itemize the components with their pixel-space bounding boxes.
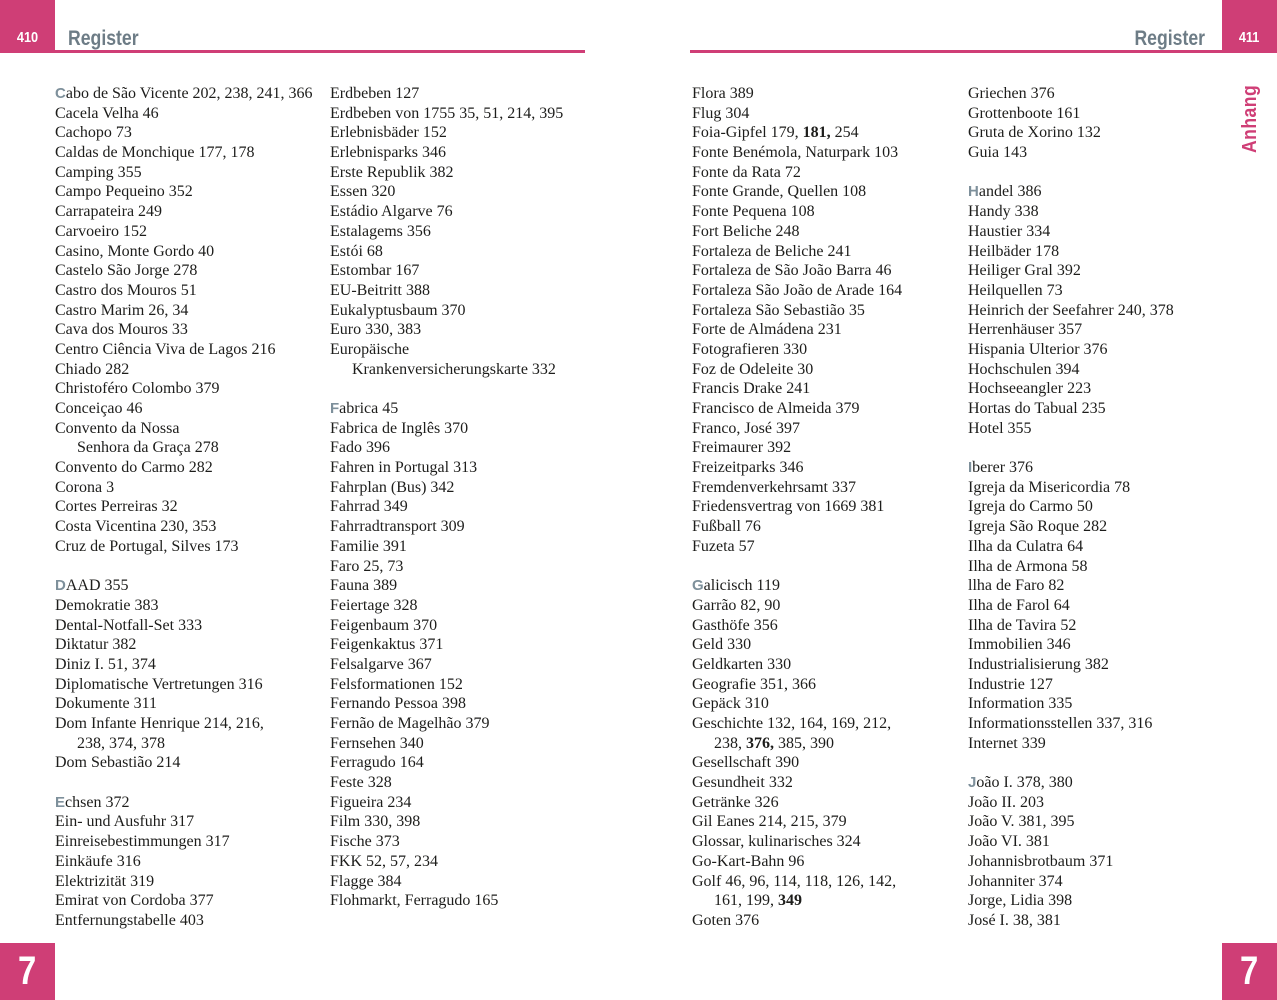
index-entry: Familie 391 — [330, 537, 407, 555]
index-entry: João I. 378, 380 — [968, 774, 1073, 792]
index-entry: Galicisch 119 — [692, 577, 780, 595]
index-column-1 — [55, 84, 311, 931]
index-entry: Ein- und Ausfuhr 317 — [55, 813, 195, 831]
index-entry: Gepäck 310 — [692, 695, 769, 713]
index-entry: Fonte Benémola, Naturpark 103 — [692, 144, 899, 162]
index-entry: Fado 396 — [330, 439, 390, 457]
index-entry: José I. 38, 381 — [968, 911, 1061, 929]
index-entry: Friedensvertrag von 1669 381 — [692, 498, 885, 516]
index-entry: Chiado 282 — [55, 360, 130, 378]
index-gap — [968, 438, 1218, 458]
index-entry: Francisco de Almeida 379 — [692, 400, 860, 417]
index-entry: Fortaleza São Sebastião 35 — [692, 301, 865, 319]
index-gap — [968, 753, 1218, 773]
header-rule-left — [0, 50, 585, 53]
page-number-left: 410 — [16, 29, 39, 46]
index-entry: João V. 381, 395 — [968, 813, 1075, 831]
index-entry: Castelo São Jorge 278 — [55, 262, 198, 280]
index-entry: Campo Pequeino 352 — [55, 183, 193, 201]
index-entry: Haustier 334 — [968, 222, 1051, 240]
index-entry: Heilquellen 73 — [968, 281, 1063, 299]
index-entry: Handy 338 — [968, 203, 1039, 221]
index-entry: Gesundheit 332 — [692, 774, 793, 792]
index-entry: Castro dos Mouros 51 — [55, 281, 197, 299]
index-entry: Flug 304 — [692, 104, 750, 122]
index-entry: Ilha de Farol 64 — [968, 596, 1070, 614]
index-entry: Fabrica 45 — [330, 400, 399, 417]
index-gap — [330, 379, 592, 399]
index-entry: Faro 25, 73 — [330, 557, 404, 575]
index-entry: Feigenbaum 370 — [330, 616, 438, 634]
index-gap — [55, 557, 311, 577]
index-entry: Internet 339 — [968, 734, 1046, 752]
index-column-4 — [968, 84, 1218, 931]
section-lead-letter: E — [55, 793, 66, 811]
index-entry: Ferragudo 164 — [330, 754, 424, 772]
index-entry: Industrialisierung 382 — [968, 655, 1109, 673]
section-tab-anhang: Anhang — [1239, 84, 1261, 153]
index-entry: Franco, José 397 — [692, 419, 800, 437]
index-entry: Handel 386 — [968, 183, 1042, 201]
index-entry: Igreja da Misericordia 78 — [968, 478, 1131, 496]
index-column-2 — [330, 84, 592, 911]
index-entry: Einkäufe 316 — [55, 852, 141, 870]
index-entry: Geschichte 132, 164, 169, 212, — [692, 715, 892, 732]
index-entry: Elektrizität 319 — [55, 872, 155, 890]
index-entry: Estói 68 — [330, 242, 383, 260]
index-entry: Griechen 376 — [968, 85, 1055, 102]
page-number-box-right — [1222, 0, 1277, 53]
index-entry: Ilha de Armona 58 — [968, 557, 1088, 575]
index-entry: Francis Drake 241 — [692, 380, 811, 398]
index-entry: Gruta de Xorino 132 — [968, 124, 1101, 142]
index-entry: Gesellschaft 390 — [692, 754, 800, 772]
index-entry: Informationsstellen 337, 316 — [968, 715, 1153, 732]
index-entry: Johanniter 374 — [968, 872, 1063, 890]
chapter-tab-left — [0, 943, 55, 1000]
index-entry: Cava dos Mouros 33 — [55, 321, 188, 339]
index-entry: Fabrica de Inglês 370 — [330, 419, 469, 437]
index-entry: Getränke 326 — [692, 793, 779, 811]
index-entry: Dom Infante Henrique 214, 216, — [55, 715, 264, 732]
index-entry: Industrie 127 — [968, 675, 1053, 693]
index-entry: Fußball 76 — [692, 518, 761, 536]
index-entry: Glossar, kulinarisches 324 — [692, 833, 861, 851]
index-entry: 238, 374, 378 — [77, 734, 165, 752]
index-entry: Foia-Gipfel 179, 181, 254 — [692, 124, 859, 142]
index-entry: Christoféro Colombo 379 — [55, 380, 220, 398]
index-entry: Emirat von Cordoba 377 — [55, 892, 214, 910]
section-lead-letter: I — [968, 459, 973, 477]
index-entry: Castro Marim 26, 34 — [55, 301, 189, 319]
index-entry: Iberer 376 — [968, 459, 1034, 477]
index-entry: Senhora da Graça 278 — [77, 439, 219, 457]
running-head-left: Register — [68, 27, 139, 50]
index-entry: Erdbeben von 1755 35, 51, 214, 395 — [330, 104, 564, 122]
index-gap — [55, 773, 311, 793]
index-entry: Fuzeta 57 — [692, 537, 755, 555]
index-entry: Flohmarkt, Ferragudo 165 — [330, 892, 499, 910]
index-entry: Caldas de Monchique 177, 178 — [55, 144, 255, 162]
index-entry: Cortes Perreiras 32 — [55, 498, 178, 516]
section-lead-letter: G — [692, 577, 704, 595]
index-entry: Erste Republik 382 — [330, 163, 454, 181]
index-entry: Carrapateira 249 — [55, 203, 163, 221]
index-entry: Heinrich der Seefahrer 240, 378 — [968, 301, 1174, 319]
index-entry: Convento do Carmo 282 — [55, 459, 213, 477]
index-column-3 — [692, 84, 954, 931]
index-entry: Fahrplan (Bus) 342 — [330, 478, 455, 496]
index-entry: Erlebnisparks 346 — [330, 144, 446, 162]
index-entry: Fonte Pequena 108 — [692, 203, 815, 221]
index-entry: Ilha de Tavira 52 — [968, 616, 1077, 634]
index-entry: DAAD 355 — [55, 577, 129, 595]
index-entry: Fonte da Rata 72 — [692, 163, 801, 181]
index-entry: Go-Kart-Bahn 96 — [692, 852, 805, 870]
index-entry: Hochseeangler 223 — [968, 380, 1092, 398]
index-entry: Krankenversicherungskarte 332 — [352, 360, 556, 378]
index-entry: Jorge, Lidia 398 — [968, 892, 1073, 910]
index-entry: EU-Beitritt 388 — [330, 281, 430, 299]
index-entry: Flagge 384 — [330, 872, 402, 890]
index-entry: Hortas do Tabual 235 — [968, 400, 1106, 417]
index-entry: Felsalgarve 367 — [330, 655, 432, 673]
section-lead-letter: F — [330, 400, 340, 417]
index-entry: Essen 320 — [330, 183, 396, 201]
index-entry: Eukalyptusbaum 370 — [330, 301, 466, 319]
index-entry: Fahrradtransport 309 — [330, 518, 465, 536]
index-entry: Feste 328 — [330, 774, 392, 792]
index-entry: Fortaleza de São João Barra 46 — [692, 262, 892, 280]
index-entry: Convento da Nossa — [55, 419, 180, 437]
index-entry: Garrão 82, 90 — [692, 596, 781, 614]
index-entry: Geld 330 — [692, 636, 752, 654]
index-entry: Diniz I. 51, 374 — [55, 655, 156, 673]
chapter-tab-right — [1222, 943, 1277, 1000]
page-number-right: 411 — [1239, 29, 1260, 46]
section-lead-letter: C — [55, 85, 66, 102]
index-entry: Entfernungstabelle 403 — [55, 911, 204, 929]
index-entry: João II. 203 — [968, 793, 1044, 811]
index-entry: Cacela Velha 46 — [55, 104, 159, 122]
index-entry: Information 335 — [968, 695, 1073, 713]
index-entry: Cachopo 73 — [55, 124, 132, 142]
index-entry: Feiertage 328 — [330, 596, 418, 614]
index-entry: Flora 389 — [692, 85, 754, 102]
index-entry: Fernando Pessoa 398 — [330, 695, 466, 713]
index-entry: Grottenboote 161 — [968, 104, 1081, 122]
chapter-number-left: 7 — [18, 949, 37, 993]
index-entry: Hotel 355 — [968, 419, 1032, 437]
index-entry: Ilha da Culatra 64 — [968, 537, 1084, 555]
index-entry: Golf 46, 96, 114, 118, 126, 142, — [692, 872, 897, 890]
index-entry: Fahren in Portugal 313 — [330, 459, 478, 477]
index-entry: Fort Beliche 248 — [692, 222, 800, 240]
page-number-box-left — [0, 0, 55, 53]
index-entry: Hochschulen 394 — [968, 360, 1080, 378]
chapter-number-right: 7 — [1240, 949, 1259, 993]
index-entry: Conceiçao 46 — [55, 400, 143, 417]
index-entry: Estádio Algarve 76 — [330, 203, 453, 221]
index-entry: Echsen 372 — [55, 793, 130, 811]
index-entry: Fahrrad 349 — [330, 498, 408, 516]
index-entry: Europäische — [330, 340, 410, 358]
index-entry: Gil Eanes 214, 215, 379 — [692, 813, 847, 831]
index-entry: Centro Ciência Viva de Lagos 216 — [55, 340, 276, 358]
index-entry: Estombar 167 — [330, 262, 420, 280]
index-entry: Fotografieren 330 — [692, 340, 808, 358]
index-entry: Diplomatische Vertretungen 316 — [55, 675, 263, 693]
index-entry: Felsformationen 152 — [330, 675, 463, 693]
index-entry: FKK 52, 57, 234 — [330, 852, 439, 870]
index-entry: Fische 373 — [330, 833, 400, 851]
index-entry: Corona 3 — [55, 478, 115, 496]
index-entry: Fonte Grande, Quellen 108 — [692, 183, 867, 201]
index-entry: Gasthöfe 356 — [692, 616, 778, 634]
index-entry: Film 330, 398 — [330, 813, 421, 831]
index-entry: Cabo de São Vicente 202, 238, 241, 366 — [55, 85, 313, 102]
index-entry: João VI. 381 — [968, 833, 1050, 851]
index-entry: Igreja São Roque 282 — [968, 518, 1108, 536]
index-entry: Freizeitparks 346 — [692, 459, 804, 477]
index-entry: Guia 143 — [968, 144, 1028, 162]
index-entry: Fernsehen 340 — [330, 734, 424, 752]
running-head-right: Register — [1134, 27, 1205, 50]
index-entry: Hispania Ulterior 376 — [968, 340, 1108, 358]
index-entry: Camping 355 — [55, 163, 142, 181]
index-entry: Freimaurer 392 — [692, 439, 792, 457]
index-entry: Demokratie 383 — [55, 596, 159, 614]
index-entry: Erdbeben 127 — [330, 85, 420, 102]
index-entry: Fortaleza São João de Arade 164 — [692, 281, 903, 299]
index-entry: Carvoeiro 152 — [55, 222, 147, 240]
index-entry: Cruz de Portugal, Silves 173 — [55, 537, 239, 555]
index-entry: Casino, Monte Gordo 40 — [55, 242, 215, 260]
index-entry: Fernão de Magelhão 379 — [330, 715, 490, 732]
index-entry: Dom Sebastião 214 — [55, 754, 181, 772]
index-entry: Estalagems 356 — [330, 222, 431, 240]
index-entry: Forte de Almádena 231 — [692, 321, 842, 339]
index-entry: Fauna 389 — [330, 577, 398, 595]
index-entry: Johannisbrotbaum 371 — [968, 852, 1114, 870]
index-entry: Feigenkaktus 371 — [330, 636, 444, 654]
section-lead-letter: H — [968, 183, 979, 201]
index-entry: Foz de Odeleite 30 — [692, 360, 814, 378]
index-gap — [968, 163, 1218, 183]
index-entry: Figueira 234 — [330, 793, 412, 811]
index-entry: Dental-Notfall-Set 333 — [55, 616, 203, 634]
section-lead-letter: D — [55, 577, 66, 595]
index-entry: Costa Vicentina 230, 353 — [55, 518, 217, 536]
section-lead-letter: J — [968, 774, 977, 792]
index-entry: Euro 330, 383 — [330, 321, 422, 339]
index-entry: Heilbäder 178 — [968, 242, 1060, 260]
index-entry: Igreja do Carmo 50 — [968, 498, 1093, 516]
index-entry: Dokumente 311 — [55, 695, 158, 713]
index-entry: Fortaleza de Beliche 241 — [692, 242, 852, 260]
index-entry: Herrenhäuser 357 — [968, 321, 1083, 339]
index-gap — [692, 557, 954, 577]
index-entry: Heiliger Gral 392 — [968, 262, 1081, 280]
index-entry: Fremdenverkehrsamt 337 — [692, 478, 856, 496]
index-entry: Geldkarten 330 — [692, 655, 792, 673]
index-entry: 161, 199, 349 — [714, 892, 802, 910]
index-entry: Erlebnisbäder 152 — [330, 124, 447, 142]
index-entry: 238, 376, 385, 390 — [714, 734, 834, 752]
index-entry: Diktatur 382 — [55, 636, 137, 654]
index-entry: Goten 376 — [692, 911, 760, 929]
index-entry: Einreisebestimmungen 317 — [55, 833, 230, 851]
index-entry: Geografie 351, 366 — [692, 675, 816, 693]
index-entry: Immobilien 346 — [968, 636, 1071, 654]
index-entry: llha de Faro 82 — [968, 577, 1065, 595]
